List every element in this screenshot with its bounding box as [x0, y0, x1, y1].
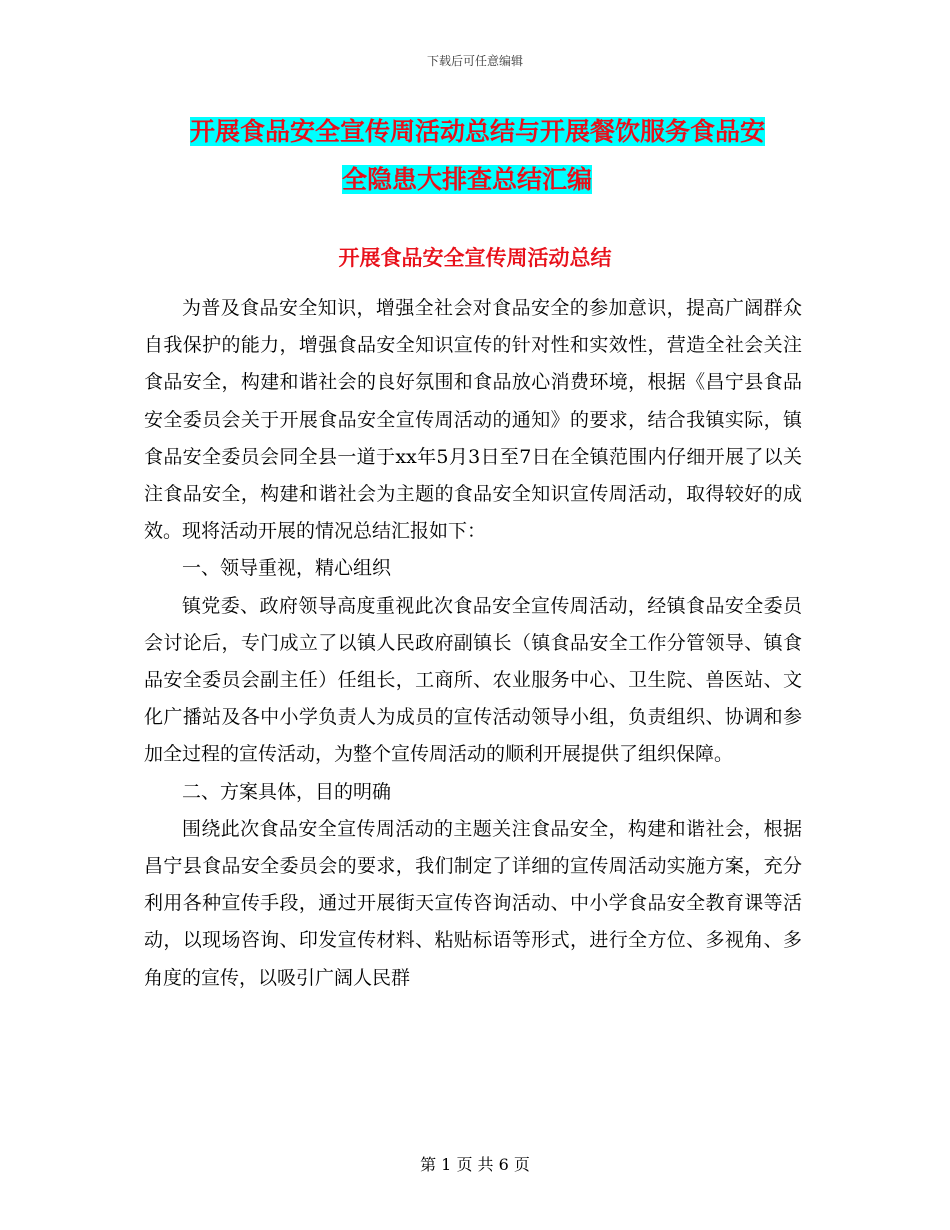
- paragraph-plan: 围绕此次食品安全宣传周活动的主题关注食品安全，构建和谐社会，根据昌宁县食品安全委员会的要求，我们制定了详细的宣传周活动实施方案，充分利用各种宣传手段，通过开展街天宣传咨询活动、中小学食品安全教育课等活动，以现场咨询、印发宣传材料、粘贴标语等形式，进行全方位、多视角、多角度的宣传，以吸引广阔人民群: [144, 817, 802, 989]
- page-number: 第 1 页 共 6 页: [420, 1155, 530, 1174]
- paragraph-intro: 为普及食品安全知识，增强全社会对食品安全的参加意识，提高广阔群众自我保护的能力，增强食品安全知识宣传的针对性和实效性，营造全社会关注食品安全，构建和谐社会的良好氛围和食品放心消费环境，根据《昌宁县食品安全委员会关于开展食品安全宣传周活动的通知》的要求，结合我镇实际，镇食品安全委员会同全县一道于xx年5月3日至7日在全镇范围内仔细开展了以关注食品安全，构建和谐社会为主题的食品安全知识宣传周活动，取得较好的成效。现将活动开展的情况总结汇报如下：: [144, 297, 802, 543]
- document-title: [190, 108, 810, 204]
- document-title-line-1: 开展食品安全宣传周活动总结与开展餐饮服务食品安: [190, 117, 766, 146]
- page-header-note: 下载后可任意编辑: [426, 54, 523, 68]
- heading-leadership: 一、领导重视，精心组织: [182, 557, 392, 580]
- document-body: [144, 290, 802, 997]
- document-title-line-2: 全隐患大排查总结汇编: [342, 165, 593, 194]
- paragraph-leadership: 镇党委、政府领导高度重视此次食品安全宣传周活动，经镇食品安全委员会讨论后，专门成立了以镇人民政府副镇长（镇食品安全工作分管领导、镇食品安全委员会副主任）任组长，工商所、农业服务中心、卫生院、兽医站、文化广播站及各中小学负责人为成员的宣传活动领导小组，负责组织、协调和参加全过程的宣传活动，为整个宣传周活动的顺利开展提供了组织保障。: [144, 594, 802, 766]
- heading-plan: 二、方案具体，目的明确: [182, 780, 392, 803]
- section-title: 开展食品安全宣传周活动总结: [338, 246, 612, 270]
